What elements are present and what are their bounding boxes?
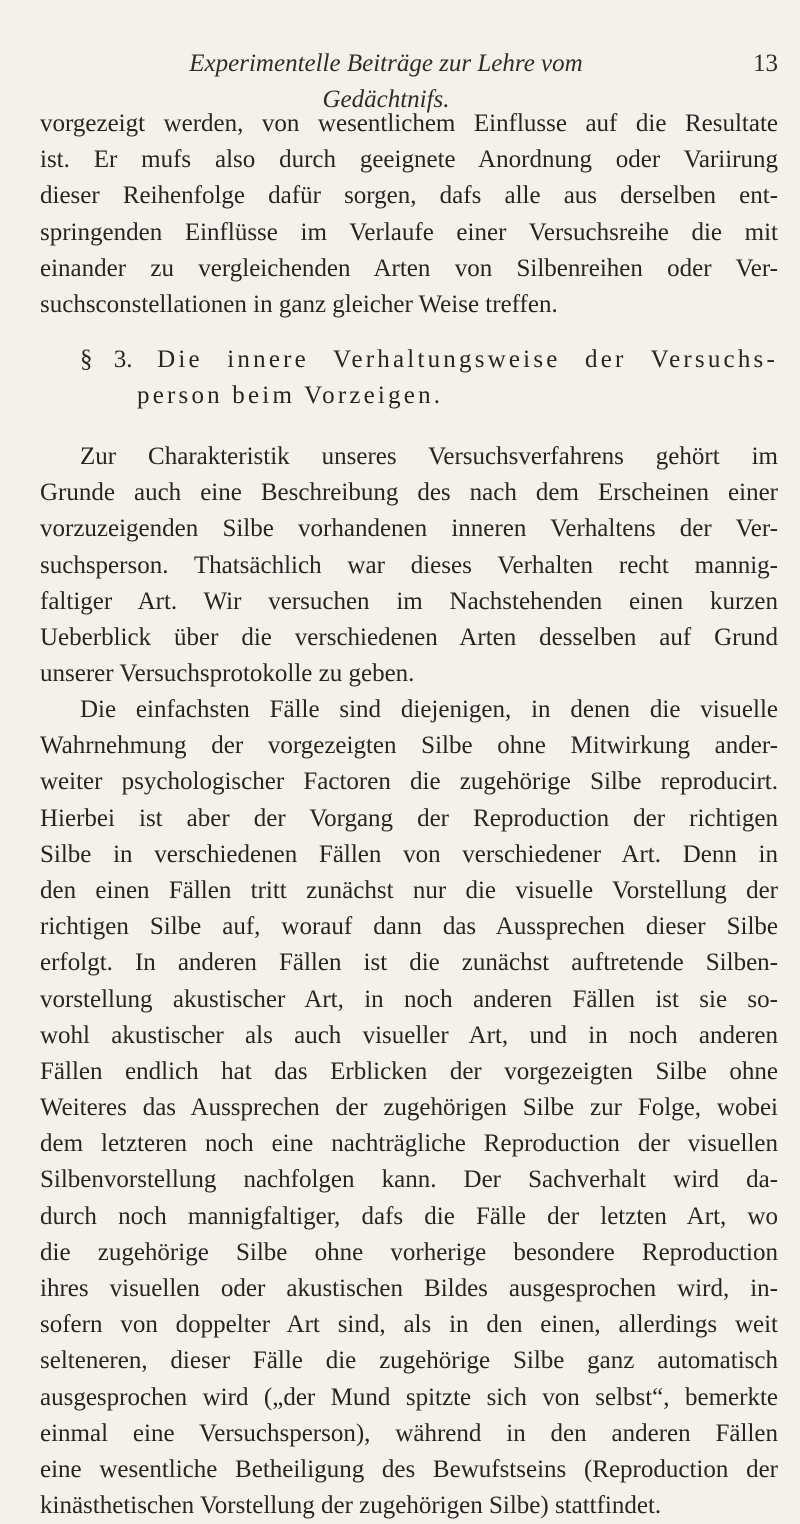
section-title-part-2: person beim Vorzeigen. (137, 382, 444, 410)
section-heading-line-1 (40, 342, 778, 378)
text-line: einmal eine Versuchsperson), während in den anderen Fällen (40, 1419, 778, 1447)
text-line: durch noch mannigfaltiger, dafs die Fälle der letzten Art, wo (40, 1202, 778, 1230)
section-heading (40, 342, 778, 414)
text-line: richtigen Silbe auf, worauf dann das Aussprechen dieser Silbe (40, 913, 778, 941)
paragraph-continuation (40, 106, 778, 323)
running-title: Experimentelle Beiträge zur Lehre vom Gedächtnifs. (189, 50, 583, 113)
text-line: Silbenvorstellung nachfolgen kann. Der Sachverhalt wird da- (40, 1166, 778, 1194)
text-line: ausgesprochen wird („der Mund spitzte sich von selbst“, bemerkte (40, 1383, 778, 1411)
text-line: weiter psychologischer Factoren die zugehörige Silbe reproducirt. (40, 768, 778, 796)
text-line: Ueberblick über die verschiedenen Arten desselben auf Grund (40, 623, 778, 651)
text-line: Fällen endlich hat das Erblicken der vorgezeigten Silbe ohne (40, 1057, 778, 1085)
text-line: Silbe in verschiedenen Fällen von verschiedener Art. Denn in (40, 840, 778, 868)
text-line: Weiteres das Aussprechen der zugehörigen Silbe zur Folge, wobei (40, 1094, 778, 1122)
text-line: sofern von doppelter Art sind, als in den einen, allerdings weit (40, 1311, 778, 1339)
text-line: vorstellung akustischer Art, in noch anderen Fällen ist sie so- (40, 985, 778, 1013)
section-title-part-1: Die innere Verhaltungsweise der Versuchs- (157, 346, 778, 373)
text-line: vorgezeigt werden, von wesentlichem Einflusse auf die Resultate (40, 110, 778, 137)
text-line: Hierbei ist aber der Vorgang der Reproduction der richtigen (40, 804, 778, 832)
text-line: ist. Er mufs also durch geeignete Anordnung oder Variirung (40, 146, 778, 174)
paragraph-2 (40, 692, 778, 1524)
text-line: dem letzteren noch eine nachträgliche Reproduction der visuellen (40, 1130, 778, 1158)
text-line: vorzuzeigenden Silbe vorhandenen inneren Verhaltens der Ver- (40, 515, 778, 543)
text-line: kinästhetischen Vorstellung der zugehörigen Silbe) stattfindet. (40, 1492, 662, 1520)
text-line: faltiger Art. Wir versuchen im Nachstehenden einen kurzen (40, 587, 778, 615)
paragraph-1 (40, 439, 778, 692)
text-line: selteneren, dieser Fälle die zugehörige Silbe ganz automatisch (40, 1347, 778, 1375)
text-line: den einen Fällen tritt zunächst nur die visuelle Vorstellung der (40, 876, 778, 904)
text-line: Wahrnehmung der vorgezeigten Silbe ohne Mitwirkung ander- (40, 732, 778, 760)
text-line: ihres visuellen oder akustischen Bildes ausgesprochen wird, in- (40, 1275, 778, 1302)
page-number: 13 (753, 50, 778, 77)
text-line: Die einfachsten Fälle sind diejenigen, in denen die visuelle (80, 696, 778, 723)
text-line: die zugehörige Silbe ohne vorherige besondere Reproduction (40, 1238, 778, 1266)
text-line: eine wesentliche Betheiligung des Bewufstseins (Reproduction der (40, 1455, 778, 1483)
text-line: einander zu vergleichenden Arten von Silbenreihen oder Ver- (40, 254, 778, 282)
text-line: erfolgt. In anderen Fällen ist die zunächst auftretende Silben- (40, 949, 778, 977)
section-number: § 3. (80, 346, 133, 373)
text-line: unserer Versuchsprotokolle zu geben. (40, 660, 415, 688)
text-line: Zur Charakteristik unseres Versuchsverfahrens gehört im (80, 443, 778, 470)
running-head (0, 46, 800, 113)
text-line: suchsperson. Thatsächlich war dieses Verhalten recht mannig- (40, 551, 778, 579)
text-line: Grunde auch eine Beschreibung des nach dem Erscheinen einer (40, 479, 778, 507)
text-line: suchsconstellationen in ganz gleicher Weise treffen. (40, 290, 558, 318)
text-line: dieser Reihenfolge dafür sorgen, dafs alle aus derselben ent- (40, 182, 778, 210)
text-line: springenden Einflüsse im Verlaufe einer Versuchsreihe die mit (40, 218, 778, 246)
text-line: wohl akustischer als auch visueller Art, und in noch anderen (40, 1021, 778, 1049)
